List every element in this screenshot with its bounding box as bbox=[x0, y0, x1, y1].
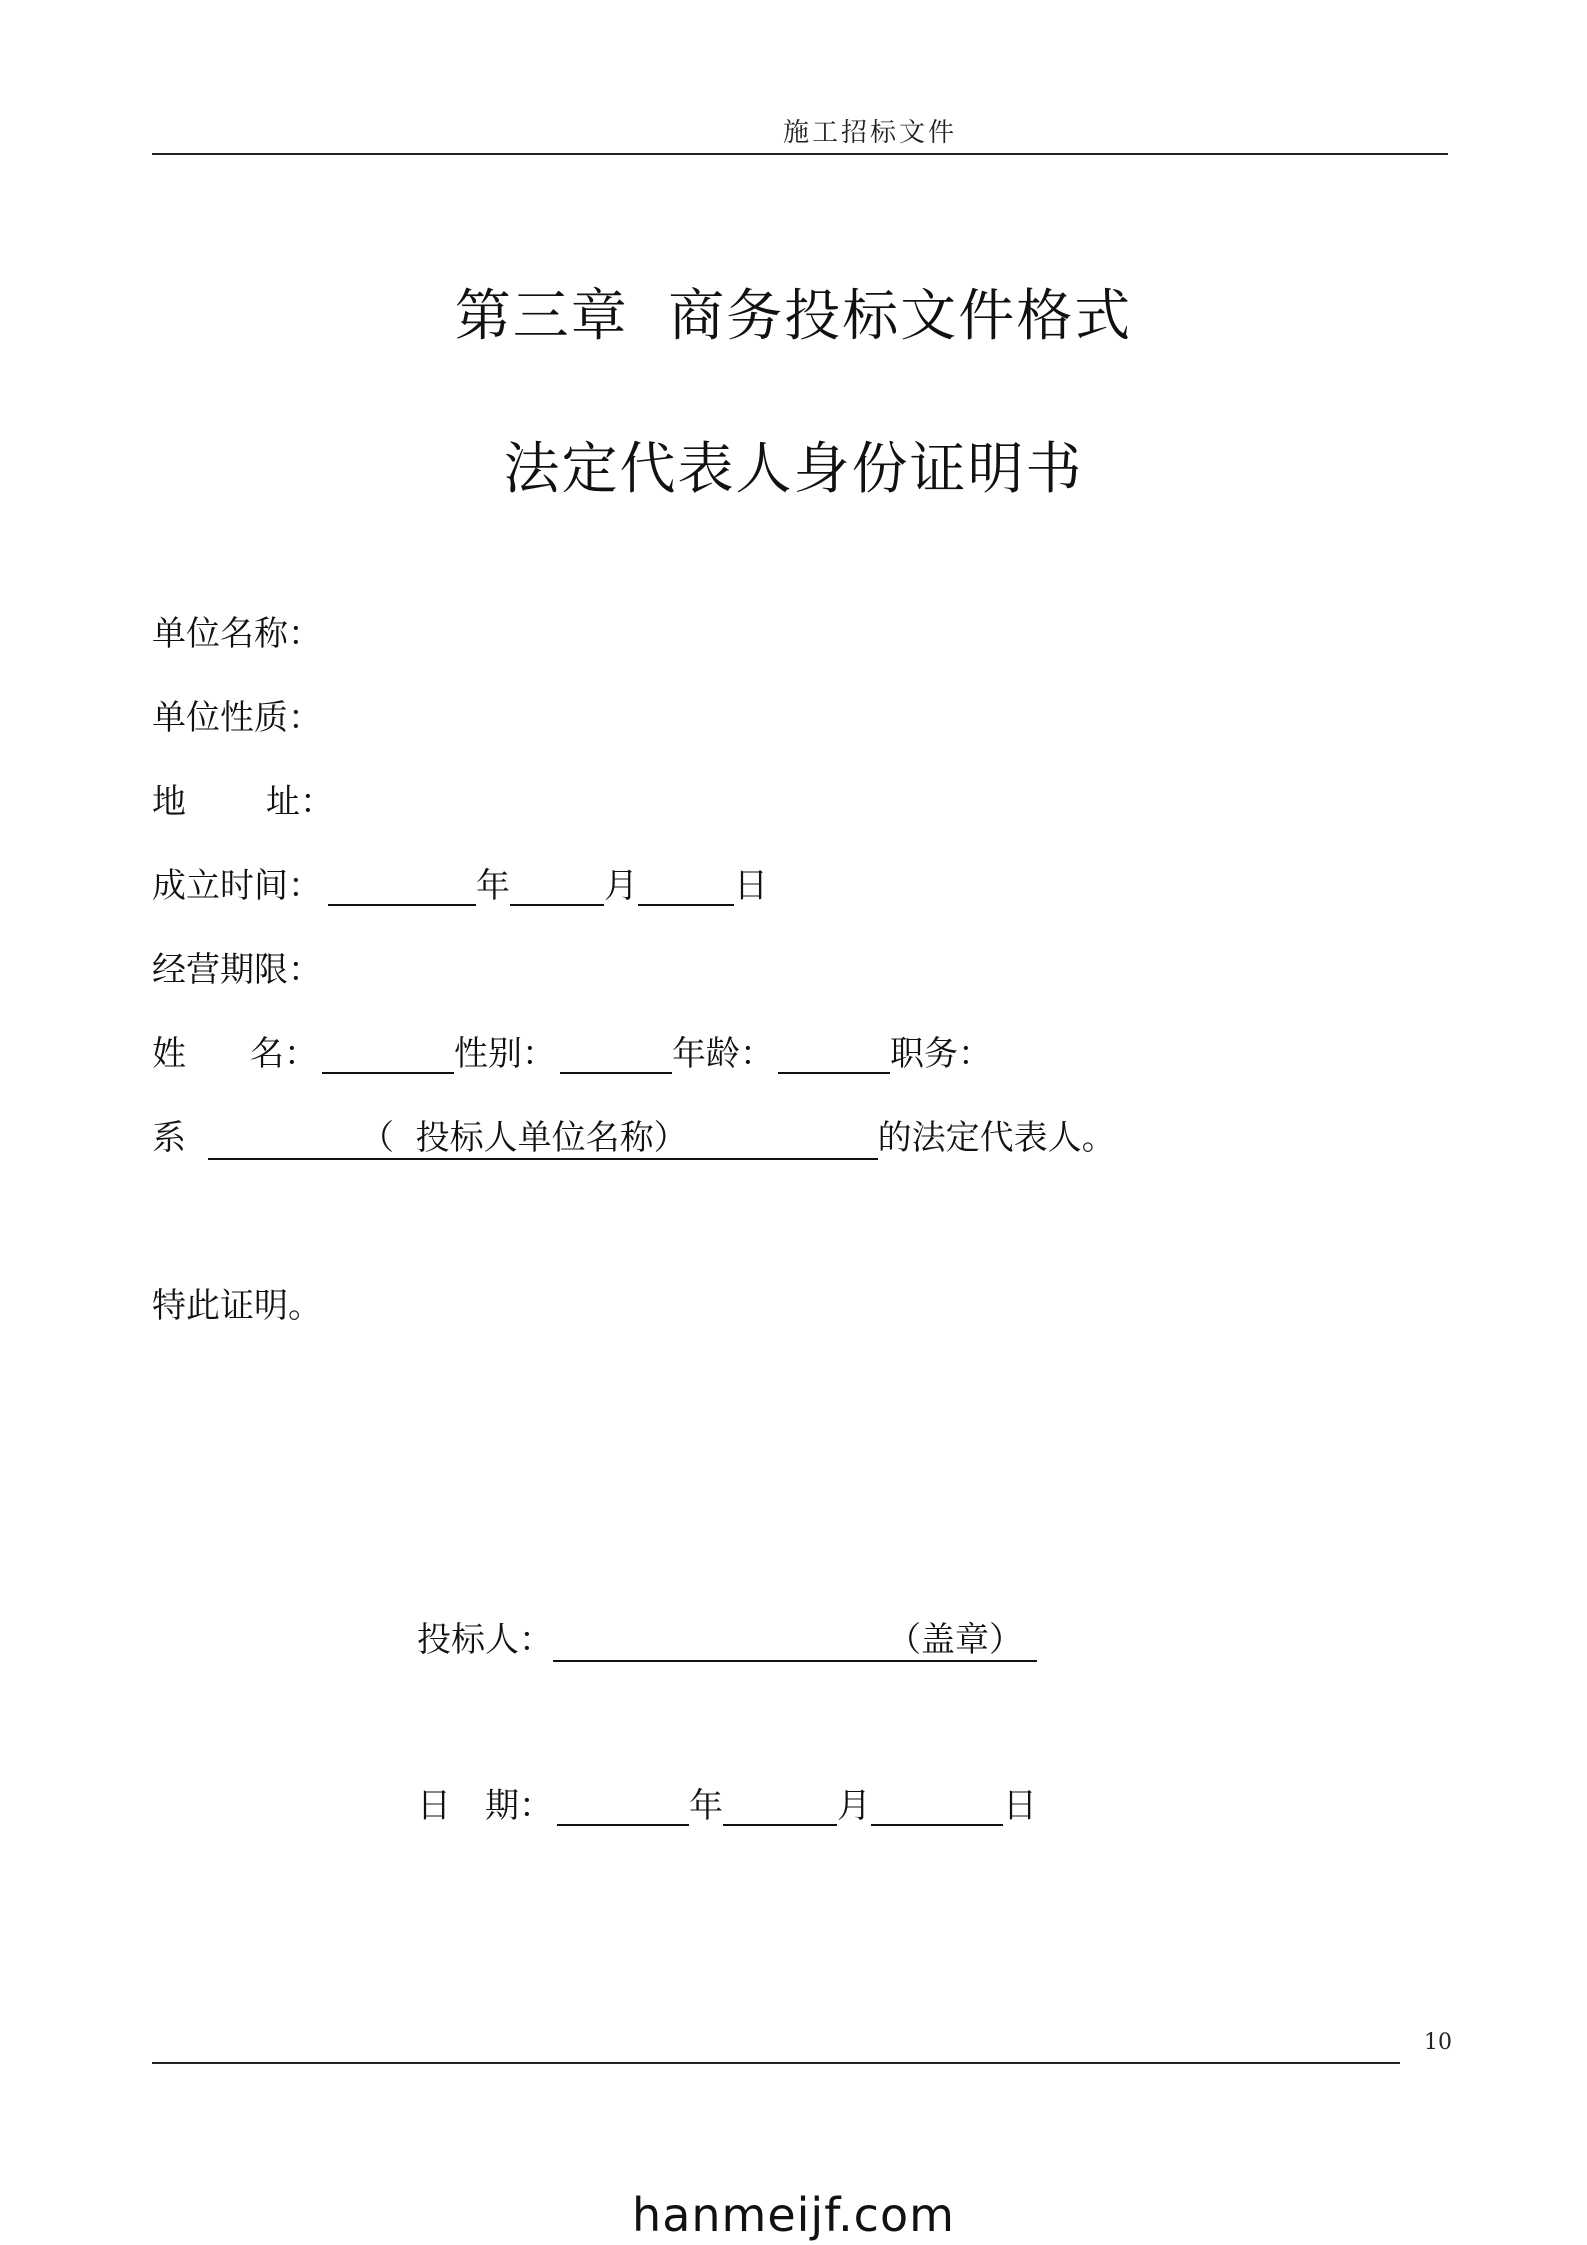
established-day-blank[interactable] bbox=[638, 868, 734, 906]
established-day-label: 日 bbox=[734, 866, 768, 906]
date-day-blank[interactable] bbox=[871, 1788, 1003, 1826]
document-title: 法定代表人身份证明书 bbox=[503, 437, 1084, 502]
established-line bbox=[152, 866, 768, 906]
certify-line bbox=[152, 1286, 322, 1326]
date-label-a: 日 bbox=[417, 1786, 451, 1826]
date-year-blank[interactable] bbox=[557, 1788, 689, 1826]
age-blank[interactable] bbox=[778, 1036, 890, 1074]
name-label-a: 姓 bbox=[152, 1034, 186, 1074]
certify-text: 特此证明。 bbox=[152, 1286, 322, 1326]
established-year-blank[interactable] bbox=[328, 868, 476, 906]
age-label: 年龄： bbox=[672, 1034, 774, 1074]
address-label-b: 址： bbox=[266, 782, 334, 822]
header-rule bbox=[152, 153, 1448, 155]
date-month-blank[interactable] bbox=[723, 1788, 837, 1826]
established-label: 成立时间： bbox=[152, 866, 322, 906]
date-line bbox=[417, 1786, 1037, 1826]
date-label-b: 期： bbox=[485, 1786, 553, 1826]
date-month-label: 月 bbox=[837, 1786, 871, 1826]
term-line bbox=[152, 950, 322, 990]
gender-blank[interactable] bbox=[560, 1036, 672, 1074]
bidder-label: 投标人： bbox=[417, 1620, 553, 1660]
seal-label: （盖章） bbox=[887, 1620, 1023, 1660]
watermark-text: hanmeijf.com bbox=[632, 2188, 955, 2242]
position-label: 职务： bbox=[890, 1034, 992, 1074]
address-label-a: 地 bbox=[152, 782, 186, 822]
established-month-blank[interactable] bbox=[510, 868, 604, 906]
bidder-seal-blank[interactable] bbox=[553, 1620, 1037, 1662]
bidder-unit-name-blank[interactable] bbox=[208, 1118, 878, 1160]
header-text: 施工招标文件 bbox=[782, 118, 957, 148]
established-month-label: 月 bbox=[604, 866, 638, 906]
date-year-label: 年 bbox=[689, 1786, 723, 1826]
established-year-label: 年 bbox=[476, 866, 510, 906]
relation-line bbox=[152, 1118, 1116, 1158]
page-number: 10 bbox=[1424, 2030, 1452, 2055]
unit-name-label: 单位名称： bbox=[152, 614, 322, 654]
footer-rule bbox=[152, 2062, 1400, 2064]
unit-nature-line bbox=[152, 698, 322, 738]
name-label-b: 名： bbox=[250, 1034, 318, 1074]
unit-name-line bbox=[152, 614, 322, 654]
unit-nature-label: 单位性质： bbox=[152, 698, 322, 738]
relation-suffix: 的法定代表人。 bbox=[877, 1118, 1116, 1158]
gender-label: 性别： bbox=[454, 1034, 556, 1074]
date-day-label: 日 bbox=[1003, 1786, 1037, 1826]
term-label: 经营期限： bbox=[152, 950, 322, 990]
bidder-signature-line bbox=[417, 1620, 1037, 1660]
name-blank[interactable] bbox=[322, 1036, 454, 1074]
person-line bbox=[152, 1034, 992, 1074]
chapter-title: 第三章 商务投标文件格式 bbox=[454, 284, 1133, 349]
address-line bbox=[152, 782, 334, 822]
relation-prefix: 系 bbox=[152, 1118, 186, 1158]
bidder-unit-placeholder: （ 投标人单位名称） bbox=[360, 1118, 688, 1158]
